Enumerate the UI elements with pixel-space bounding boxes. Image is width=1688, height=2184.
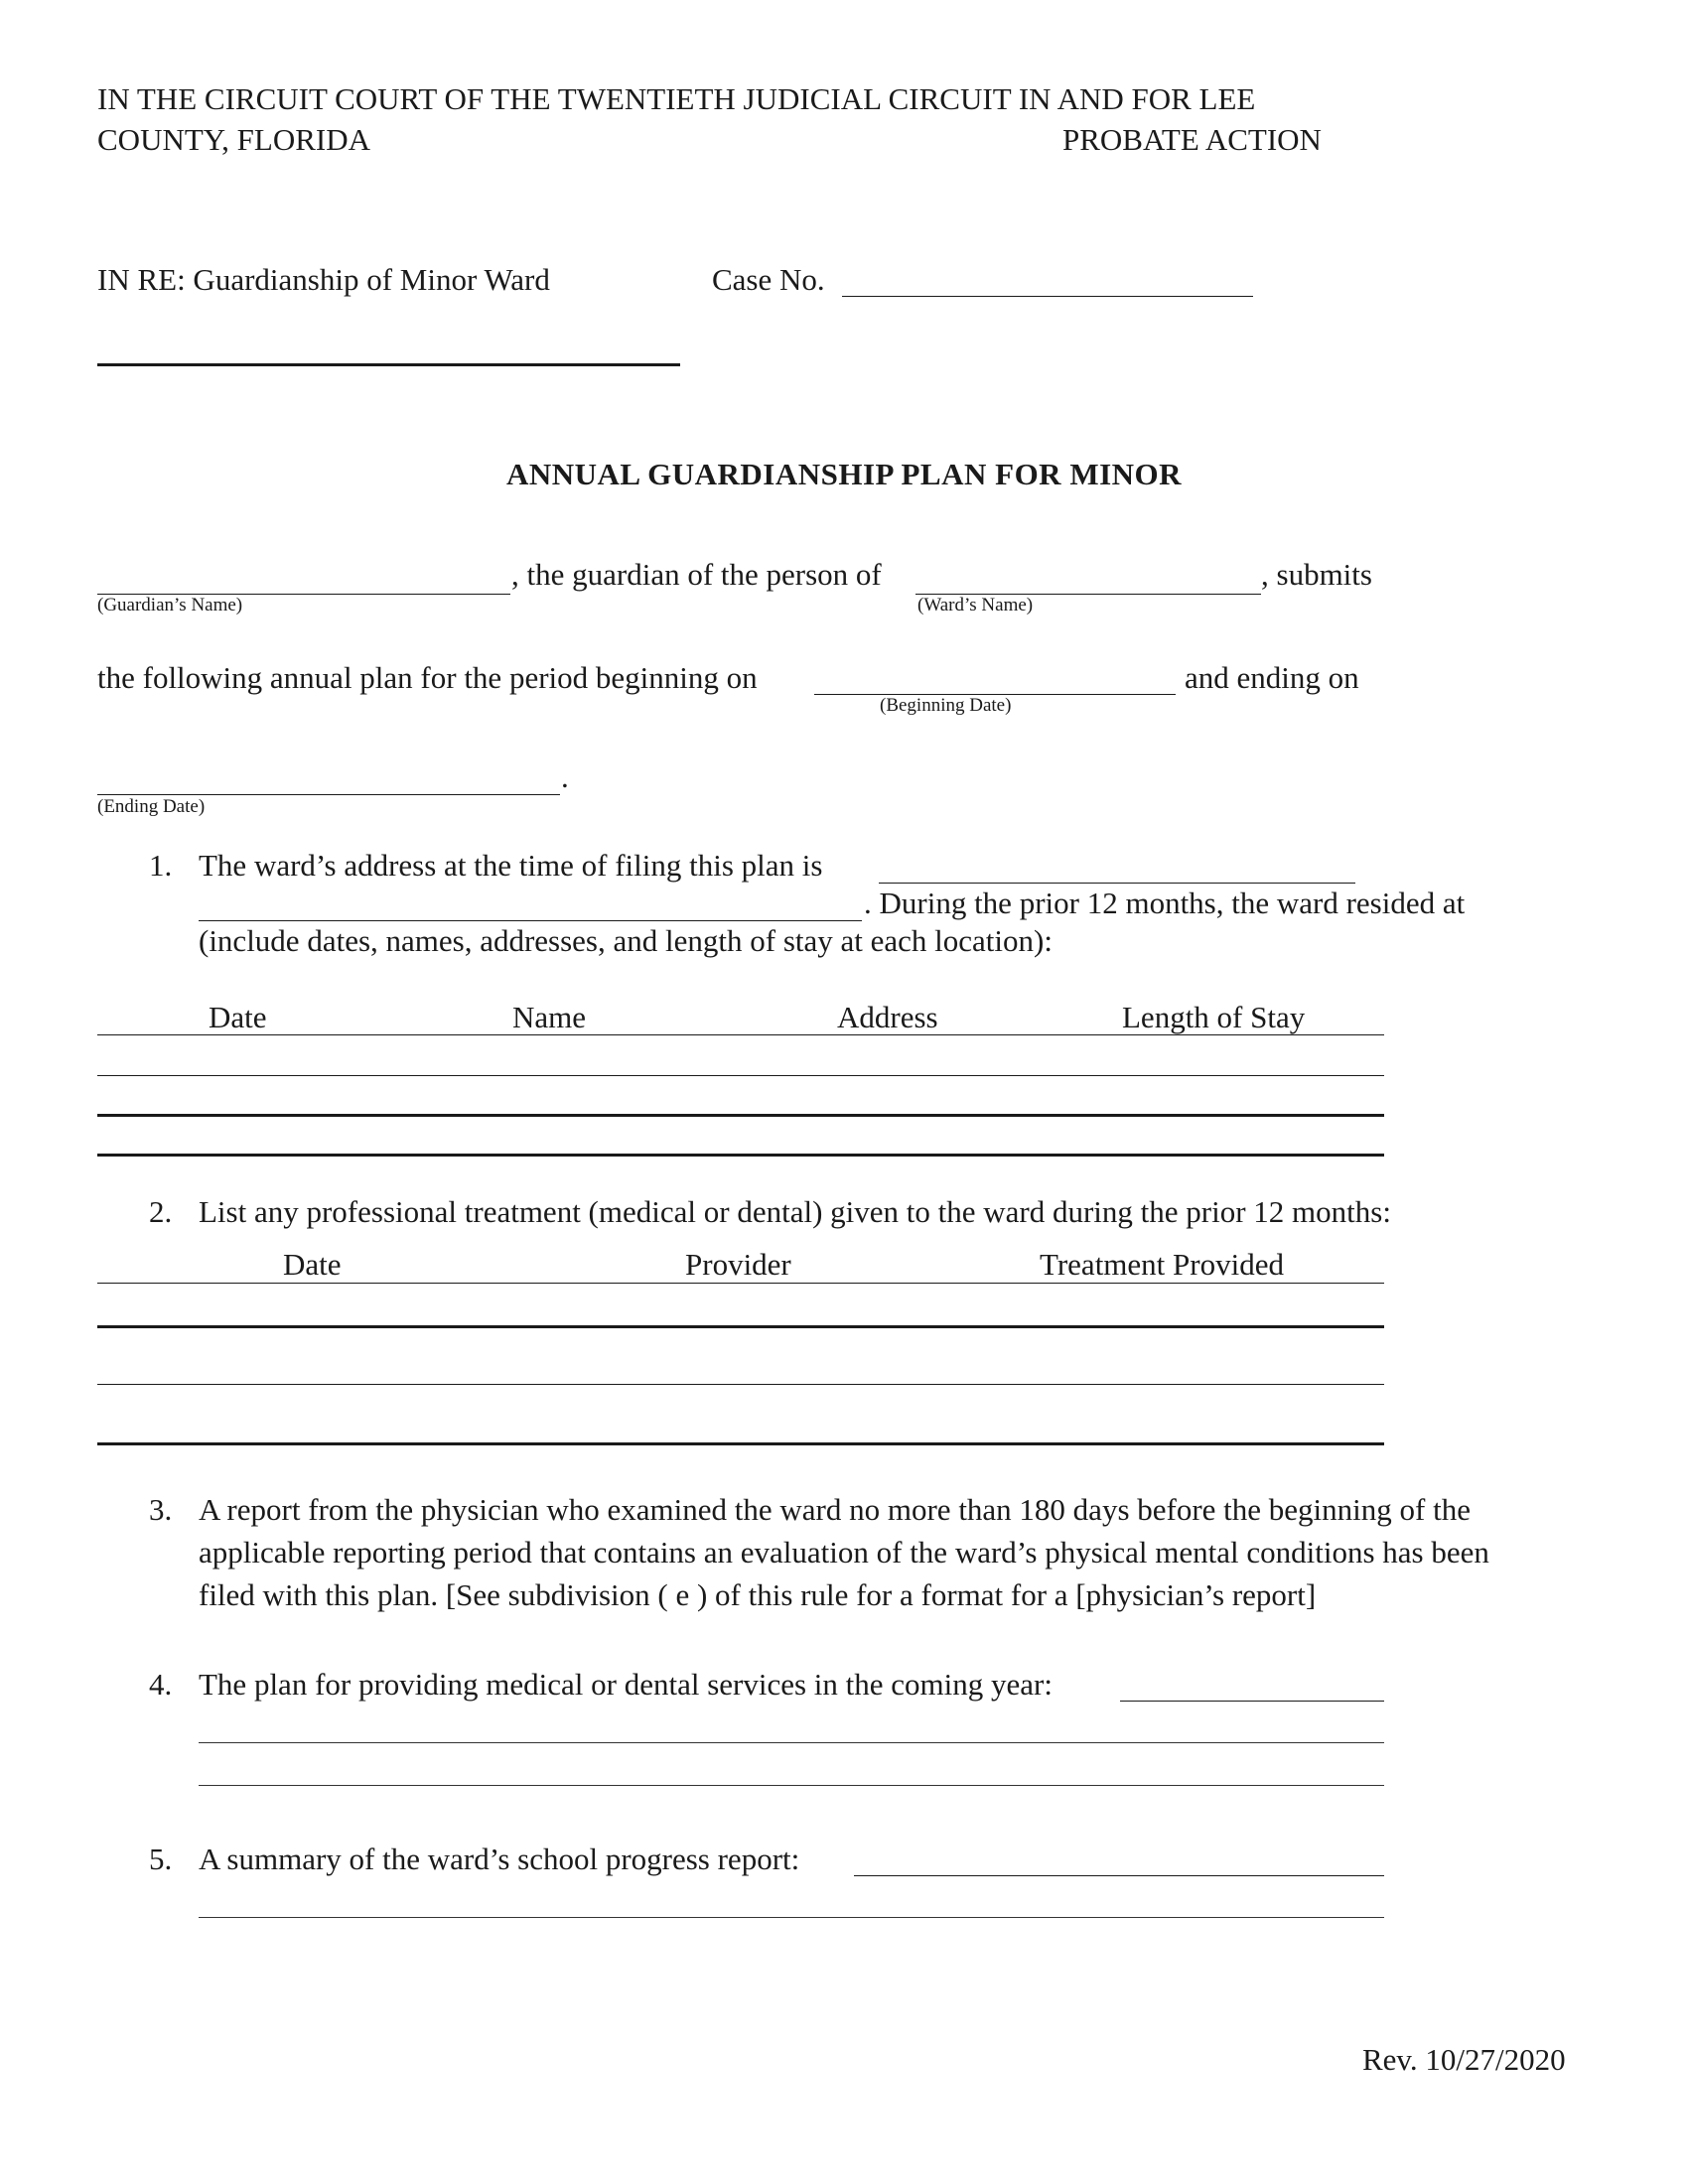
item1-text-line1: The ward’s address at the time of filing this plan is bbox=[199, 848, 823, 883]
item4-text: The plan for providing medical or dental services in the coming year: bbox=[199, 1667, 1053, 1702]
probate-action-label: PROBATE ACTION bbox=[1062, 122, 1322, 157]
school-progress-field-line2[interactable] bbox=[199, 1917, 1384, 1918]
period-end-mark: . bbox=[561, 759, 569, 794]
intro-guardian-text: , the guardian of the person of bbox=[511, 557, 882, 592]
residence-row-1[interactable] bbox=[97, 1075, 1384, 1076]
residence-row-2[interactable] bbox=[97, 1114, 1384, 1117]
item5-text: A summary of the ward’s school progress report: bbox=[199, 1842, 800, 1876]
ending-date-caption: (Ending Date) bbox=[97, 796, 206, 817]
treatment-col-date: Date bbox=[283, 1247, 342, 1282]
treatment-row-1[interactable] bbox=[97, 1325, 1384, 1328]
item3-text-line2: applicable reporting period that contains an evaluation of the ward’s physical mental conditions has been bbox=[199, 1535, 1489, 1570]
treatment-header-rule bbox=[97, 1283, 1384, 1284]
court-heading-line2: COUNTY, FLORIDA bbox=[97, 122, 371, 157]
medical-plan-field[interactable] bbox=[1120, 1701, 1384, 1702]
treatment-row-3[interactable] bbox=[97, 1442, 1384, 1445]
medical-plan-field-line3[interactable] bbox=[199, 1785, 1384, 1786]
intro-submits-text: , submits bbox=[1261, 557, 1372, 592]
residence-col-address: Address bbox=[837, 1000, 938, 1034]
beginning-date-caption: (Beginning Date) bbox=[880, 695, 1012, 716]
residence-col-name: Name bbox=[512, 1000, 587, 1034]
revision-date: Rev. 10/27/2020 bbox=[1362, 2042, 1566, 2077]
treatment-col-treatment-provided: Treatment Provided bbox=[1040, 1247, 1284, 1282]
ward-name-caption-field[interactable] bbox=[97, 363, 680, 366]
ward-name-caption: (Ward’s Name) bbox=[917, 595, 1034, 615]
ward-address-field[interactable] bbox=[879, 883, 1355, 884]
guardian-name-caption: (Guardian’s Name) bbox=[97, 595, 243, 615]
item1-text-line3: (include dates, names, addresses, and length of stay at each location): bbox=[199, 923, 1053, 958]
residence-col-length-of-stay: Length of Stay bbox=[1122, 1000, 1306, 1034]
intro-ending-text: and ending on bbox=[1185, 660, 1359, 695]
school-progress-field[interactable] bbox=[854, 1875, 1384, 1876]
residence-header-rule bbox=[97, 1034, 1384, 1035]
residence-col-date: Date bbox=[209, 1000, 267, 1034]
in-re-label: IN RE: Guardianship of Minor Ward bbox=[97, 262, 550, 297]
medical-plan-field-line2[interactable] bbox=[199, 1742, 1384, 1743]
court-heading-line1: IN THE CIRCUIT COURT OF THE TWENTIETH JUDICIAL CIRCUIT IN AND FOR LEE bbox=[97, 81, 1256, 116]
item2-number: 2. bbox=[149, 1194, 173, 1229]
case-no-field[interactable] bbox=[842, 296, 1253, 297]
item3-text-line1: A report from the physician who examined the ward no more than 180 days before the beginning of the bbox=[199, 1492, 1471, 1527]
item3-text-line3: filed with this plan. [See subdivision ( e ) of this rule for a format for a [physician’s report] bbox=[199, 1577, 1317, 1612]
case-no-label: Case No. bbox=[712, 262, 825, 297]
residence-row-3[interactable] bbox=[97, 1154, 1384, 1157]
page-title: ANNUAL GUARDIANSHIP PLAN FOR MINOR bbox=[505, 457, 1183, 491]
item3-number: 3. bbox=[149, 1492, 173, 1527]
item4-number: 4. bbox=[149, 1667, 173, 1702]
item1-number: 1. bbox=[149, 848, 173, 883]
ward-address-field-continued[interactable] bbox=[199, 920, 862, 921]
intro-period-text: the following annual plan for the period beginning on bbox=[97, 660, 758, 695]
item2-text: List any professional treatment (medical or dental) given to the ward during the prior 12 months: bbox=[199, 1194, 1391, 1229]
treatment-col-provider: Provider bbox=[685, 1247, 791, 1282]
item1-text-line2: . During the prior 12 months, the ward resided at bbox=[864, 886, 1466, 920]
item5-number: 5. bbox=[149, 1842, 173, 1876]
treatment-row-2[interactable] bbox=[97, 1384, 1384, 1385]
ending-date-field[interactable] bbox=[97, 794, 560, 795]
